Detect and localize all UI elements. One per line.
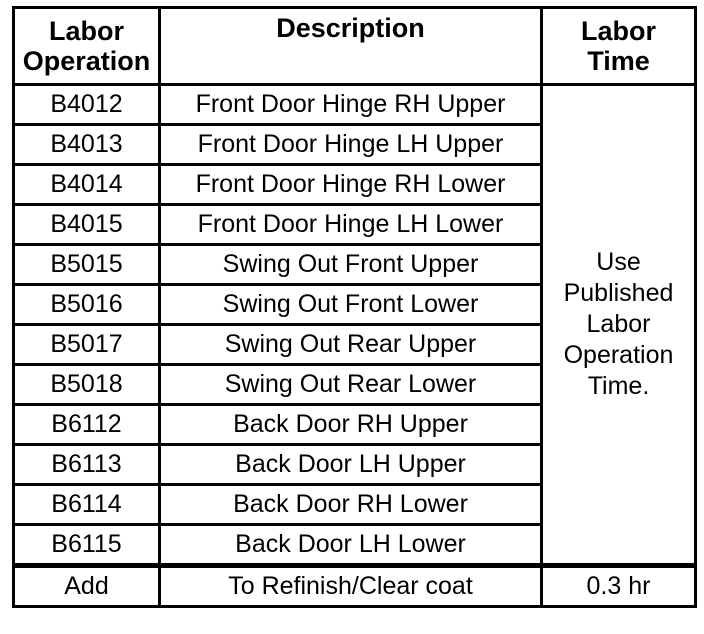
operation-description: Back Door RH Lower [160, 485, 542, 525]
merged-time-line-3: Labor [586, 310, 651, 338]
header-labor-operation-line-2: Operation [22, 46, 151, 76]
header-labor-operation [14, 8, 160, 85]
merged-time-line-1: Use [596, 248, 641, 276]
footer-time: 0.3 hr [542, 566, 696, 607]
operation-description: Front Door Hinge LH Upper [160, 125, 542, 165]
operation-description: Front Door Hinge RH Upper [160, 85, 542, 125]
merged-time-line-2: Published [563, 279, 674, 307]
operation-code: B4014 [14, 165, 160, 205]
labor-operation-table [12, 6, 697, 608]
operation-description: Front Door Hinge LH Lower [160, 205, 542, 245]
merged-labor-time-cell [542, 85, 696, 566]
operation-description: Back Door LH Upper [160, 445, 542, 485]
operation-code: B4012 [14, 85, 160, 125]
footer-operation: Add [14, 566, 160, 607]
operation-description: Swing Out Front Lower [160, 285, 542, 325]
labor-time-document [12, 6, 694, 624]
header-description: Description [160, 8, 542, 85]
operation-description: Front Door Hinge RH Lower [160, 165, 542, 205]
operation-code: B6113 [14, 445, 160, 485]
operation-code: B6114 [14, 485, 160, 525]
merged-time-line-5: Time. [587, 372, 650, 400]
operation-code: B5016 [14, 285, 160, 325]
operation-code: B5017 [14, 325, 160, 365]
header-labor-time-line-2: Time [587, 46, 650, 76]
operation-code: B5015 [14, 245, 160, 285]
header-labor-time [542, 8, 696, 85]
header-labor-operation-line-1: Labor [48, 16, 124, 46]
operation-code: B4015 [14, 205, 160, 245]
footer-row [14, 566, 696, 607]
operation-description: Swing Out Front Upper [160, 245, 542, 285]
operation-code: B5018 [14, 365, 160, 405]
operation-description: Swing Out Rear Upper [160, 325, 542, 365]
header-labor-time-line-1: Labor [580, 16, 656, 46]
footer-description: To Refinish/Clear coat [160, 566, 542, 607]
merged-time-line-4: Operation [563, 341, 674, 369]
operation-description: Back Door LH Lower [160, 525, 542, 566]
operation-description: Swing Out Rear Lower [160, 365, 542, 405]
operation-code: B6115 [14, 525, 160, 566]
operation-code: B4013 [14, 125, 160, 165]
table-row [14, 85, 696, 125]
operation-code: B6112 [14, 405, 160, 445]
operation-description: Back Door RH Upper [160, 405, 542, 445]
header-row [14, 8, 696, 85]
